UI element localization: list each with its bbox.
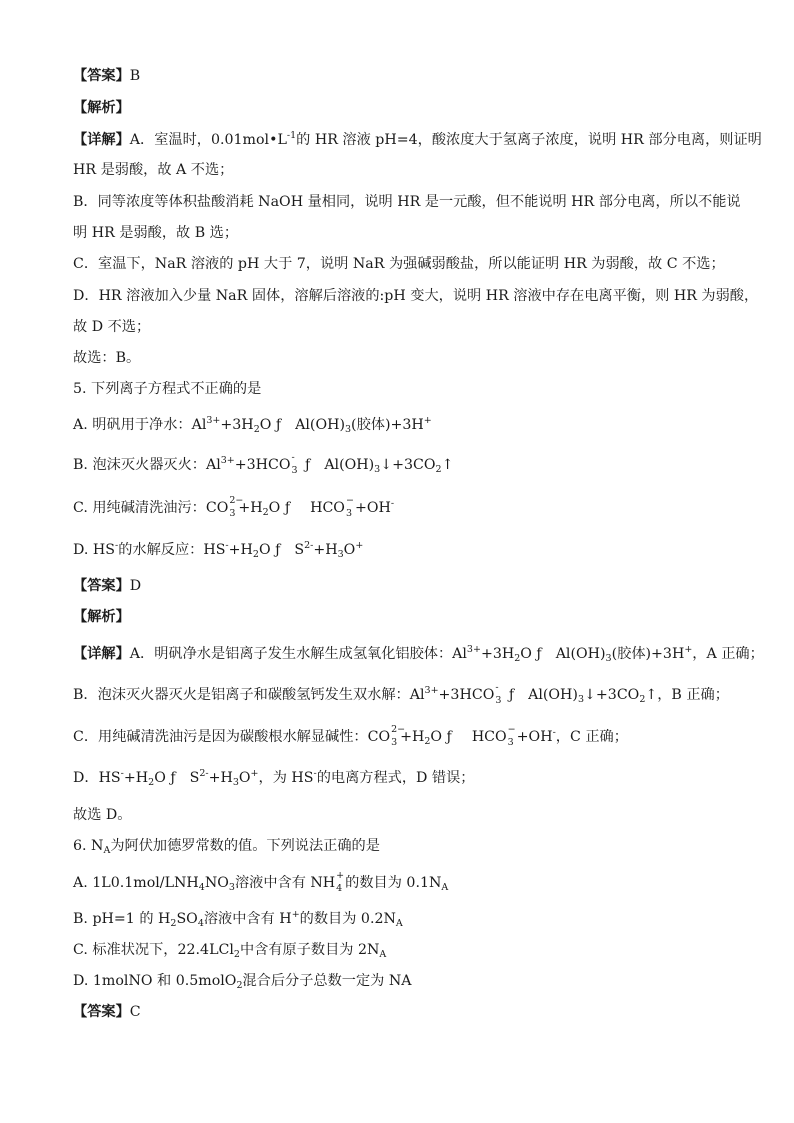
q6-option-a: A. $1L0.1mol/LNH_4NO_3$溶液中含有 NH + 4 的数目为 $0.1N_A$ <box>73 870 449 894</box>
answer-line <box>73 66 734 86</box>
q5-explain-a: 【详解】A．明矾净水是铝离子发生水解生成氢氧化铝胶体：$Al^{3+}+3H_2O$ ƒ $Al(OH)_3$(胶体)+3H+，A 正确； <box>73 644 764 664</box>
q6-option-d: D. 1molNO 和 0.5molO$_2$混合后分子总数一定为 NA <box>73 973 412 991</box>
analysis-label: 【解析】 <box>73 100 130 116</box>
answer-label: 【答案】 <box>73 578 130 594</box>
q4-conclusion: 故选：B。 <box>73 350 141 366</box>
answer-value: D <box>129 578 142 594</box>
q5-stem: 5. 下列离子方程式不正确的是 <box>73 381 262 397</box>
q5-option-c: C. 用纯碱清洗油污：CO 2− 3 $+H_2O$ ƒ HCO − 3 +OH- <box>73 495 395 519</box>
q6-stem: 6. $N_A$为阿伏加德罗常数的值。下列说法正确的是 <box>73 838 380 856</box>
analysis-label: 【解析】 <box>73 609 130 625</box>
detail-label: 【详解】 <box>73 132 130 148</box>
q5-option-a: A. 明矾用于净水：$Al^{3+}+3H_2O$ ƒ $Al(OH)_3$(胶体)+3H+ <box>73 415 432 435</box>
q5-option-b: B. 泡沫灭火器灭火：$Al^{3+}+3HCO$ 3 - ƒ $Al(OH)_3↓+3CO_2↑$ <box>73 452 454 476</box>
q5-conclusion: 故选 D。 <box>73 807 132 823</box>
q4-explain-d-line1: D．HR 溶液加入少量 NaR 固体，溶解后溶液的:pH 变大，说明 HR 溶液中存在电离平衡，则 HR 为弱酸， <box>73 288 759 304</box>
q5-explain-b: B．泡沫灭火器灭火是铝离子和碳酸氢钙发生双水解：$Al^{3+}+3HCO$ 3 - ƒ $Al(OH)_3↓+3CO_2↑$，B 正确； <box>73 682 729 706</box>
answer-value: B <box>129 68 141 84</box>
q4-explain-c: C．室温下，NaR 溶液的 pH 大于 7，说明 NaR 为强碱弱酸盐，所以能证明 HR 为弱酸，故 C 不选； <box>73 256 725 272</box>
answer-label: 【答案】 <box>73 68 130 84</box>
q5-explain-c: C．用纯碱清洗油污是因为碳酸根水解显碱性：CO 2− 3 $+H_2O$ ƒ HCO − 3 +OH-，C 正确； <box>73 724 628 748</box>
answer-value: C <box>129 1004 141 1020</box>
q6-option-b: B. pH=1 的 $H_2SO_4$溶液中含有 H+的数目为 $0.2N_A$ <box>73 909 403 929</box>
answer-label: 【答案】 <box>73 1004 130 1020</box>
q4-explain-b-line1: B．同等浓度等体积盐酸消耗 NaOH 量相同，说明 HR 是一元酸，但不能说明 HR 部分电离，所以不能说 <box>73 194 741 210</box>
q4-explain-a-line2: HR 是弱酸，故 A 不选； <box>73 162 234 178</box>
detail-label: 【详解】 <box>73 646 130 662</box>
q5-answer-line <box>73 576 734 596</box>
q6-answer-line <box>73 1002 734 1022</box>
q4-explain-b-line2: 明 HR 是弱酸，故 B 选； <box>73 225 239 241</box>
q4-explain-d-line2: 故 D 不选； <box>73 319 151 335</box>
q4-explain-a-line1: 【详解】A．室温时，$0.01mol•L^{-1}$的 HR 溶液 pH=4，酸浓度大于氢离子浓度，说明 HR 部分电离，则证明 <box>73 130 762 148</box>
q5-option-d: D. HS-的水解反应：$HS^-+H_2O$ ƒ $S^{2-}+H_3O^+$ <box>73 540 364 560</box>
q5-explain-d: D．$HS^-+H_2O$ ƒ $S^{2-}+H_3O^+$，为 HS-的电离方程式，D 错误； <box>73 768 475 788</box>
q6-option-c: C. 标准状况下，22.4LCl$_2$中含有原子数目为 $2N_A$ <box>73 942 387 960</box>
